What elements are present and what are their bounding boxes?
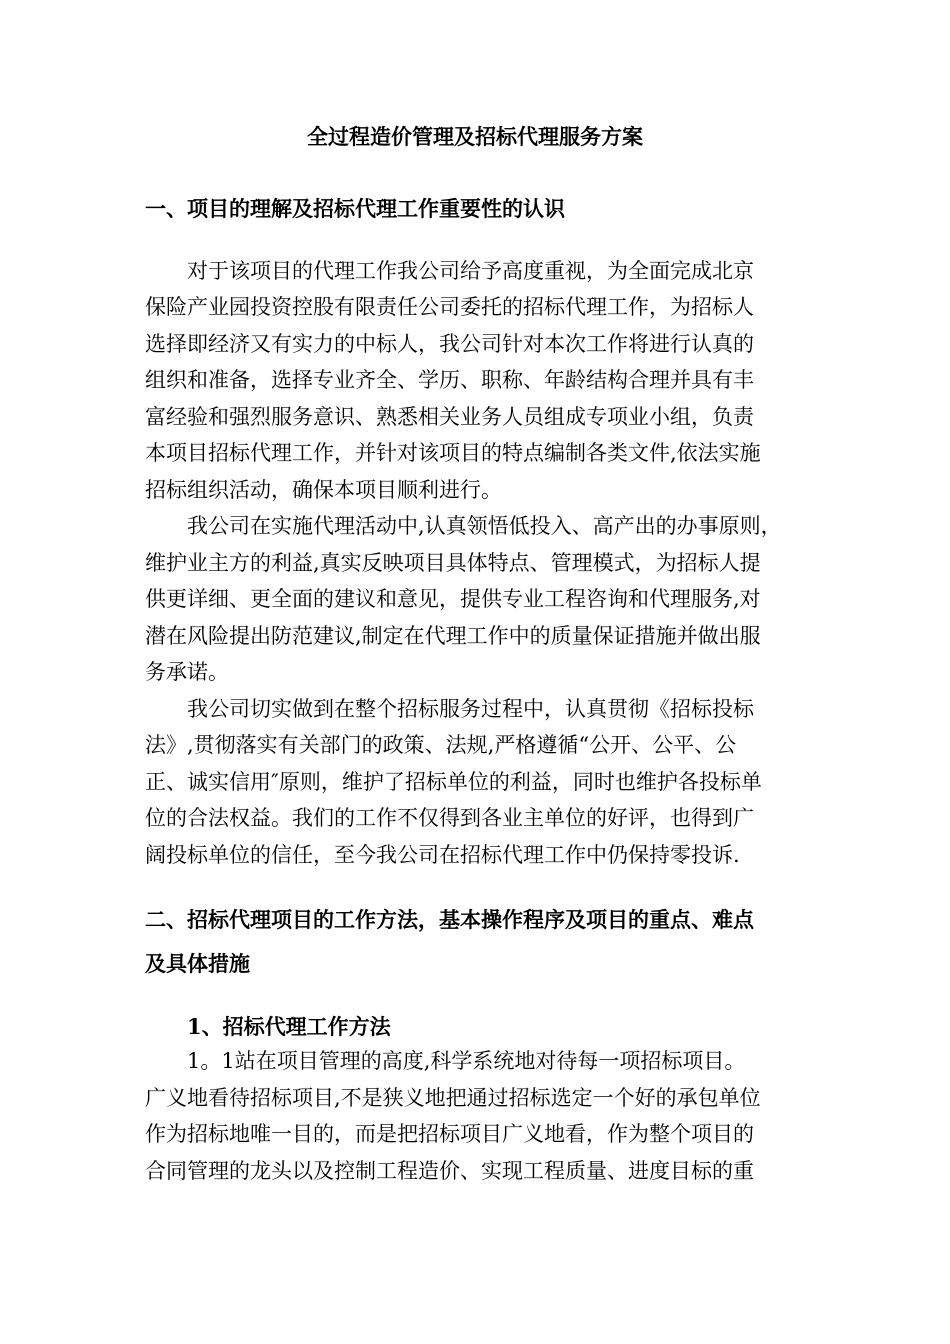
section-2-heading-continued: 及具体措施: [145, 951, 250, 976]
paragraph-2-line: 我公司在实施代理活动中,认真领悟低投入、高产出的办事原则，: [187, 514, 782, 538]
paragraph-1-line: 对于该项目的代理工作我公司给予高度重视，为全面完成北京: [187, 259, 754, 283]
paragraph-1-line: 富经验和强烈服务意识、熟悉相关业务人员组成专项业小组，负责: [145, 405, 754, 429]
paragraph-3-line: 我公司切实做到在整个招标服务过程中，认真贯彻《招标投标: [187, 697, 754, 721]
paragraph-2-line: 潜在风险提出防范建议,制定在代理工作中的质量保证措施并做出服: [145, 624, 761, 648]
paragraph-1-line: 保险产业园投资控股有限责任公司委托的招标代理工作，为招标人: [145, 295, 754, 319]
paragraph-1-line: 选择即经济又有实力的中标人，我公司针对本次工作将进行认真的: [145, 332, 754, 356]
paragraph-4-line: 1。1站在项目管理的高度,科学系统地对待每一项招标项目。: [187, 1049, 746, 1073]
paragraph-1-line: 招标组织活动，确保本项目顺利进行。: [145, 478, 502, 502]
paragraph-3-line: 阔投标单位的信任，至今我公司在招标代理工作中仍保持零投诉.: [145, 843, 740, 867]
paragraph-3-line: 法》,贯彻落实有关部门的政策、法规,严格遵循“公开、公平、公: [145, 733, 737, 757]
section-1-heading: 一、项目的理解及招标代理工作重要性的认识: [145, 196, 565, 221]
paragraph-4-line: 广义地看待招标项目,不是狭义地把通过招标选定一个好的承包单位: [145, 1086, 761, 1110]
paragraph-4-line: 作为招标地唯一目的，而是把招标项目广义地看，作为整个项目的: [145, 1122, 754, 1146]
subsection-1-heading: 1、招标代理工作方法: [187, 1014, 391, 1039]
paragraph-1-line: 组织和准备，选择专业齐全、学历、职称、年龄结构合理并具有丰: [145, 368, 754, 392]
paragraph-2-line: 务承诺。: [145, 660, 229, 684]
paragraph-4-line: 合同管理的龙头以及控制工程造价、实现工程质量、进度目标的重: [145, 1159, 754, 1183]
paragraph-3-line: 正、诚实信用″原则，维护了招标单位的利益，同时也维护各投标单: [145, 770, 762, 794]
section-2-heading: 二、招标代理项目的工作方法，基本操作程序及项目的重点、难点: [145, 907, 754, 932]
paragraph-2-line: 供更详细、更全面的建议和意见，提供专业工程咨询和代理服务,对: [145, 587, 761, 611]
paragraph-3-line: 位的合法权益。我们的工作不仅得到各业主单位的好评，也得到广: [145, 806, 754, 830]
document-title: 全过程造价管理及招标代理服务方案: [307, 124, 643, 149]
paragraph-1-line: 本项目招标代理工作，并针对该项目的特点编制各类文件,依法实施: [145, 441, 761, 465]
paragraph-2-line: 维护业主方的利益,真实反映项目具体特点、管理模式，为招标人提: [145, 551, 761, 575]
